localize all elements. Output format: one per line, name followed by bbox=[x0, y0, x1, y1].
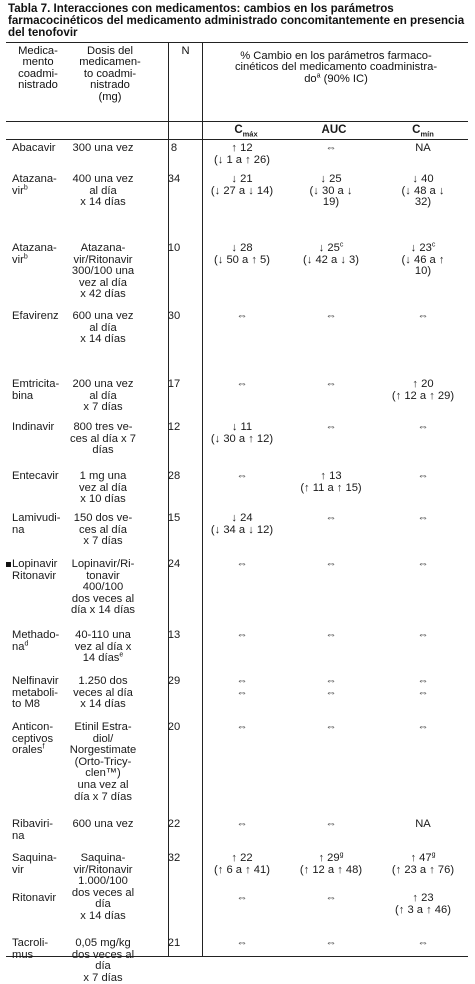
cmin-cell: ↓ 23$^c$ (↓ 46 a ↑ 10) bbox=[401, 241, 445, 278]
dose-cell: Lopinavir/Ri- tonavir 400/100 dos veces al día x 14 días bbox=[70, 558, 136, 617]
auc-cell: ⇔ bbox=[325, 558, 337, 570]
n-cell: 22 bbox=[167, 818, 181, 830]
cmin-cell: ⇔ bbox=[417, 421, 429, 433]
cmax-cell: ⇔ ⇔ bbox=[236, 675, 248, 699]
cmax-cell: ⇔ bbox=[236, 937, 248, 949]
table-title: Tabla 7. Interacciones con medicamentos: cambios en los parámetros farmacocinéticos del medicamento administrado concomitantemente en presencia del tenofovir bbox=[8, 2, 465, 39]
header-auc: AUC bbox=[321, 124, 347, 136]
dose-cell: 150 dos ve- ces al día x 7 días bbox=[73, 512, 133, 548]
drug-cell: Lamivudi- na bbox=[12, 512, 61, 536]
interactions-table bbox=[6, 42, 468, 984]
header-cmin: $C_{mín}$ bbox=[412, 124, 434, 139]
auc-cell: ⇔ bbox=[325, 142, 337, 154]
cmin-cell: ⇔ bbox=[417, 512, 429, 524]
auc-cell: ⇔ bbox=[325, 818, 337, 830]
cmax-cell: ⇔ bbox=[236, 721, 248, 733]
n-cell: 15 bbox=[167, 512, 181, 524]
header-drug: Medica- mento coadmi- nistrado bbox=[18, 45, 58, 92]
auc-cell: ⇔ bbox=[325, 937, 337, 949]
drug-cell: Abacavir bbox=[12, 142, 56, 154]
drug-cell: Ribaviri- na bbox=[12, 818, 54, 842]
dose-cell: Saquina- vir/Ritonavir 1.000/100 dos veces al día x 14 días bbox=[71, 852, 135, 922]
drug-cell: Methado- $na^d$ bbox=[12, 629, 60, 653]
n-cell: 21 bbox=[167, 937, 181, 949]
n-cell: 17 bbox=[167, 378, 181, 390]
drug-cell: Saquina- vir bbox=[12, 852, 57, 876]
bullet-marker-icon bbox=[6, 562, 11, 567]
n-cell: 28 bbox=[167, 470, 181, 482]
cmax-cell: ⇔ bbox=[236, 629, 248, 641]
dose-cell: 40-110 una vez al día x 14 días$^e$ bbox=[74, 629, 132, 665]
dose-cell: Atazana- vir/Ritonavir 300/100 una vez al día x 42 días bbox=[71, 242, 135, 301]
drug-cell: Efavirenz bbox=[12, 310, 59, 322]
cmax-cell: ↓ 28 (↓ 50 a ↑ 5) bbox=[214, 242, 270, 266]
cmin-cell: NA bbox=[415, 142, 431, 154]
cmin-cell: ↑ 47$^g$ (↑ 23 a ↑ 76) bbox=[391, 851, 455, 876]
drug-cell: Tacroli- mus bbox=[12, 937, 49, 961]
auc-cell: ⇔ bbox=[325, 310, 337, 322]
cmin-cell: ↑ 20 (↑ 12 a ↑ 29) bbox=[391, 378, 455, 402]
cmax-cell: ⇔ bbox=[236, 892, 248, 904]
header-cmax: $C_{máx}$ bbox=[234, 124, 258, 139]
cmax-cell: ⇔ bbox=[236, 310, 248, 322]
cmin-cell: NA bbox=[415, 818, 431, 830]
n-cell: 8 bbox=[170, 142, 178, 154]
cmin-cell: ⇔ bbox=[417, 310, 429, 322]
drug-cell: Lopinavir Ritonavir bbox=[12, 559, 62, 582]
drug-cell: Atazana- vir$^b$ bbox=[12, 242, 57, 266]
drug-cell: Indinavir bbox=[12, 421, 55, 433]
n-cell: 13 bbox=[167, 629, 181, 641]
n-cell: 30 bbox=[167, 310, 181, 322]
cmin-cell: ↑ 23 (↑ 3 a ↑ 46) bbox=[395, 892, 451, 916]
auc-cell: ⇔ bbox=[325, 512, 337, 524]
cmax-cell: ↑ 22 (↑ 6 a ↑ 41) bbox=[214, 852, 270, 876]
header-pct-change: % Cambio en los parámetros farmaco- cinéticos del medicamento coadministra- $do^a$ (90% IC) bbox=[234, 50, 438, 85]
auc-cell: ⇔ bbox=[325, 378, 337, 390]
n-cell: 29 bbox=[167, 675, 181, 687]
dose-cell: Etinil Estra- diol/ Norgestimate (Orto-Tricy- clen™) una vez al día x 7 días bbox=[69, 721, 137, 803]
auc-cell: ⇔ bbox=[325, 421, 337, 433]
auc-cell: ↓ 25 (↓ 30 a ↓ 19) bbox=[309, 173, 353, 209]
dose-cell: 1 mg una vez al día x 10 días bbox=[79, 470, 127, 506]
drug-cell: Anticon- ceptivos orales$^f$ bbox=[12, 721, 54, 757]
dose-cell: 200 una vez al día x 7 días bbox=[72, 378, 134, 414]
dose-cell: 400 una vez al día x 14 días bbox=[72, 173, 134, 209]
n-cell: 34 bbox=[167, 173, 181, 185]
drug-cell: Entecavir bbox=[12, 470, 59, 482]
cmax-cell: ↑ 12 (↓ 1 a ↑ 26) bbox=[214, 142, 270, 166]
cmin-cell: ↓ 40 (↓ 48 a ↓ 32) bbox=[401, 173, 445, 209]
n-cell: 10 bbox=[167, 242, 181, 254]
cmax-cell: ⇔ bbox=[236, 470, 248, 482]
n-cell: 12 bbox=[167, 421, 181, 433]
n-cell: 32 bbox=[167, 852, 181, 864]
dose-cell: 300 una vez bbox=[72, 142, 134, 154]
cmax-cell: ↓ 24 (↓ 34 a ↓ 12) bbox=[210, 512, 274, 536]
drug-cell: Ritonavir bbox=[12, 892, 57, 904]
dose-cell: 600 una vez bbox=[72, 818, 134, 830]
drug-cell: Atazana- vir$^b$ bbox=[12, 173, 57, 197]
cmin-cell: ⇔ bbox=[417, 721, 429, 733]
auc-cell: ⇔ bbox=[325, 629, 337, 641]
cmin-cell: ⇔ bbox=[417, 470, 429, 482]
drug-cell: Nelfinavir metaboli- to M8 bbox=[12, 675, 59, 711]
cmin-cell: ⇔ bbox=[417, 629, 429, 641]
auc-cell: ↓ 25$^c$ (↓ 42 a ↓ 3) bbox=[303, 241, 359, 266]
auc-cell: ↑ 29$^g$ (↑ 12 a ↑ 48) bbox=[299, 851, 363, 876]
cmax-cell: ⇔ bbox=[236, 378, 248, 390]
dose-cell: 800 tres ve- ces al día x 7 días bbox=[70, 421, 136, 457]
drug-cell: Emtricita- bina bbox=[12, 378, 60, 402]
cmax-cell: ⇔ bbox=[236, 558, 248, 570]
cmax-cell: ↓ 11 (↓ 30 a ↑ 12) bbox=[210, 421, 274, 445]
cmin-cell: ⇔ ⇔ bbox=[417, 675, 429, 699]
cmax-cell: ⇔ bbox=[236, 818, 248, 830]
dose-cell: 600 una vez al día x 14 días bbox=[72, 310, 134, 346]
dose-cell: 0,05 mg/kg dos veces al día x 7 días bbox=[71, 937, 135, 984]
cmin-cell: ⇔ bbox=[417, 558, 429, 570]
auc-cell: ⇔ ⇔ bbox=[325, 675, 337, 699]
n-cell: 24 bbox=[167, 558, 181, 570]
header-dose: Dosis del medicamen- to coadmi- nistrado (mg) bbox=[79, 45, 141, 103]
n-cell: 20 bbox=[167, 721, 181, 733]
header-n: N bbox=[181, 45, 190, 57]
auc-cell: ⇔ bbox=[325, 721, 337, 733]
auc-cell: ⇔ bbox=[325, 892, 337, 904]
cmax-cell: ↓ 21 (↓ 27 a ↓ 14) bbox=[210, 173, 274, 197]
auc-cell: ↑ 13 (↑ 11 a ↑ 15) bbox=[300, 470, 362, 494]
header-rule bbox=[6, 121, 468, 122]
dose-cell: 1.250 dos veces al día x 14 días bbox=[73, 675, 133, 711]
cmin-cell: ⇔ bbox=[417, 937, 429, 949]
